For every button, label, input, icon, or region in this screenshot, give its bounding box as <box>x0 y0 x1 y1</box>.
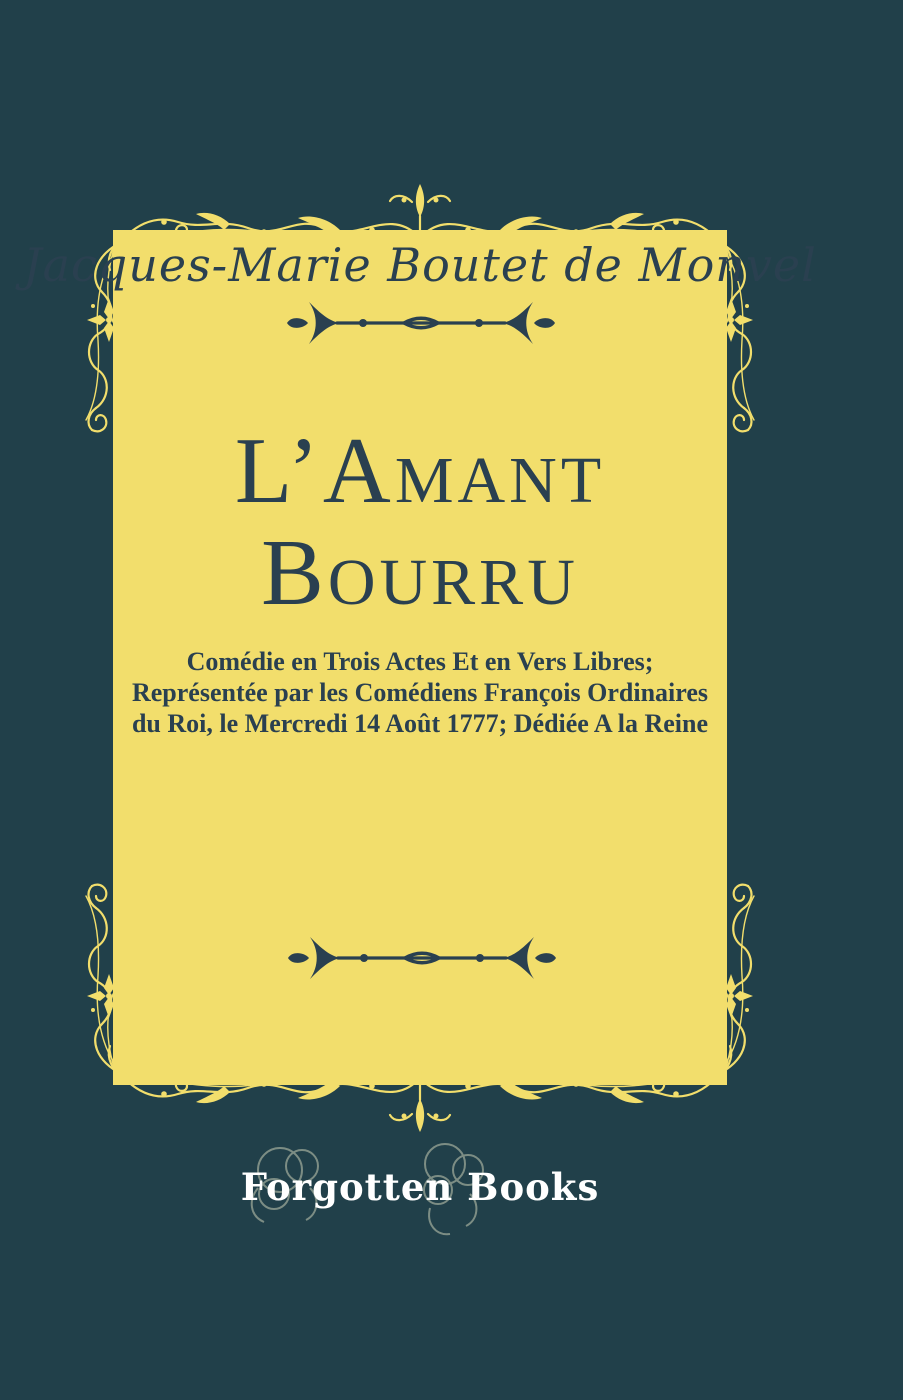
subtitle-line: du Roi, le Mercredi 14 Août 1777; Dédiée A la Reine <box>131 709 709 738</box>
book-title-line-2: Bourru <box>261 521 579 625</box>
author-name: Jacques-Marie Boutet de Monvel <box>23 238 817 292</box>
book-title-line-1: L’Amant <box>234 419 606 523</box>
subtitle-line: Représentée par les Comédiens François Ordinaires <box>131 678 709 707</box>
subtitle-line: Comédie en Trois Actes Et en Vers Libres; <box>186 647 654 676</box>
book-subtitle <box>0 646 840 739</box>
forgotten-books-logo <box>240 1128 600 1246</box>
publisher-name: Forgotten Books <box>240 1165 600 1209</box>
